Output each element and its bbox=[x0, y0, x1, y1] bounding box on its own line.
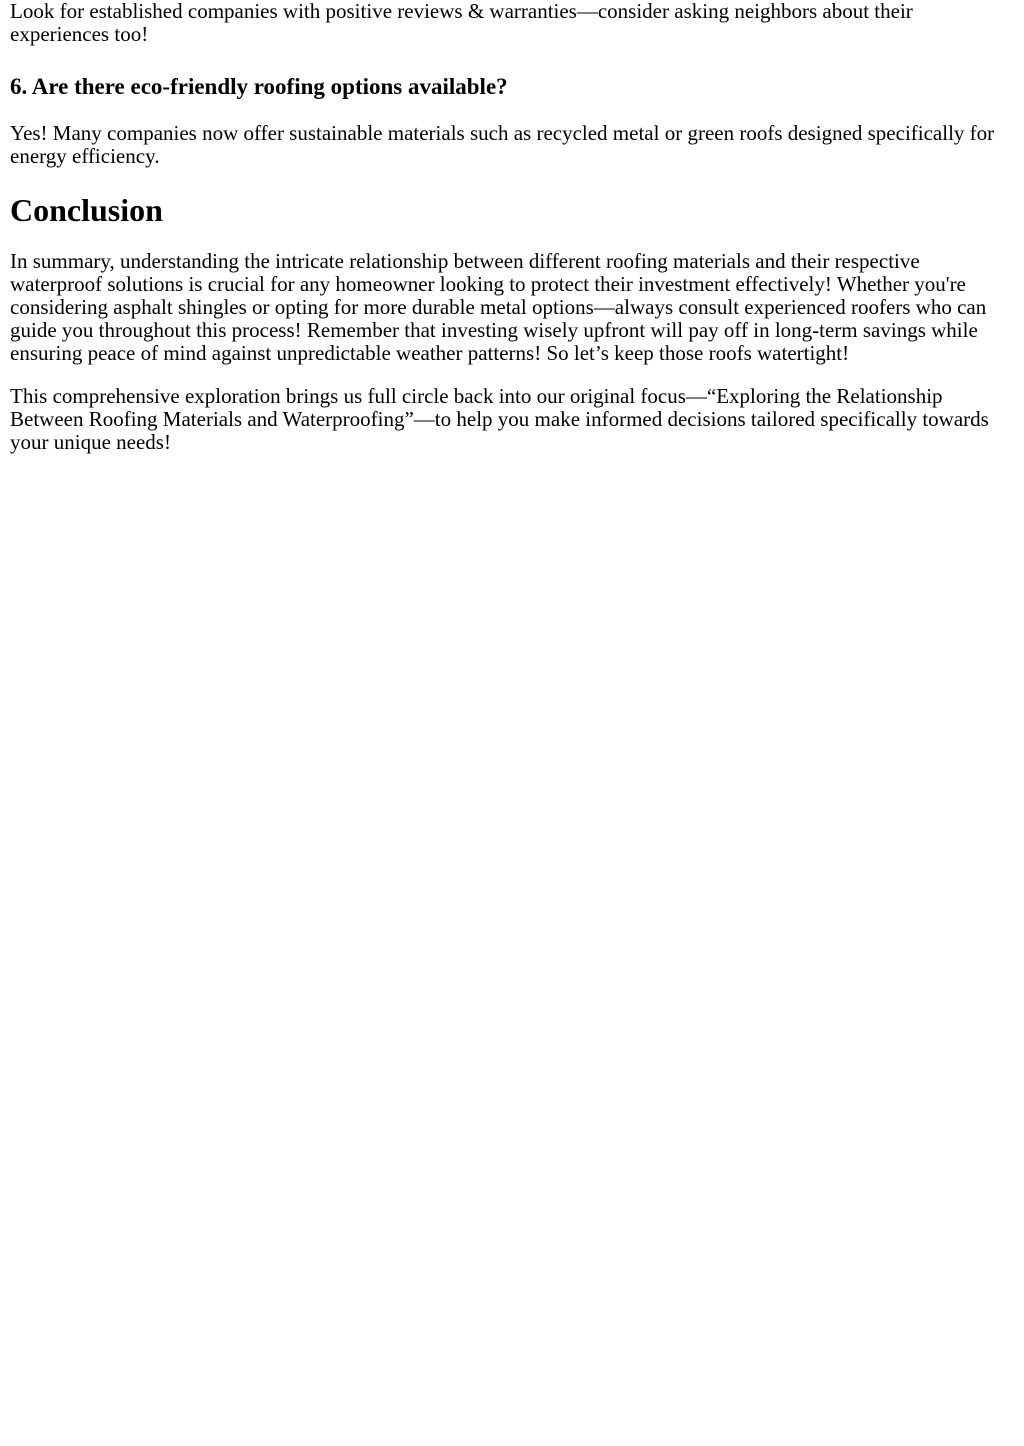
article-content bbox=[0, 0, 1024, 454]
intro-paragraph: Look for established companies with positive reviews & warranties—consider asking neighbors about their experiences too! bbox=[10, 0, 913, 46]
closing-paragraph: This comprehensive exploration brings us full circle back into our original focus—“Exploring the Relationship Between Roofing Materials and Waterproofing”—to help you make informed decisions tailored specifically towards your unique needs! bbox=[10, 384, 989, 454]
faq-question-heading: 6. Are there eco-friendly roofing options available? bbox=[10, 74, 508, 99]
conclusion-paragraph: In summary, understanding the intricate relationship between different roofing materials and their respective waterproof solutions is crucial for any homeowner looking to protect their investment effectively! Whether you're considering asphalt shingles or opting for more durable metal options—always consult experienced roofers who can guide you throughout this process! Remember that investing wisely upfront will pay off in long-term savings while ensuring peace of mind against unpredictable weather patterns! So let’s keep those roofs watertight! bbox=[10, 249, 987, 365]
conclusion-heading: Conclusion bbox=[10, 192, 163, 228]
faq-answer-paragraph: Yes! Many companies now offer sustainable materials such as recycled metal or green roofs designed specifically for energy efficiency. bbox=[10, 121, 995, 168]
